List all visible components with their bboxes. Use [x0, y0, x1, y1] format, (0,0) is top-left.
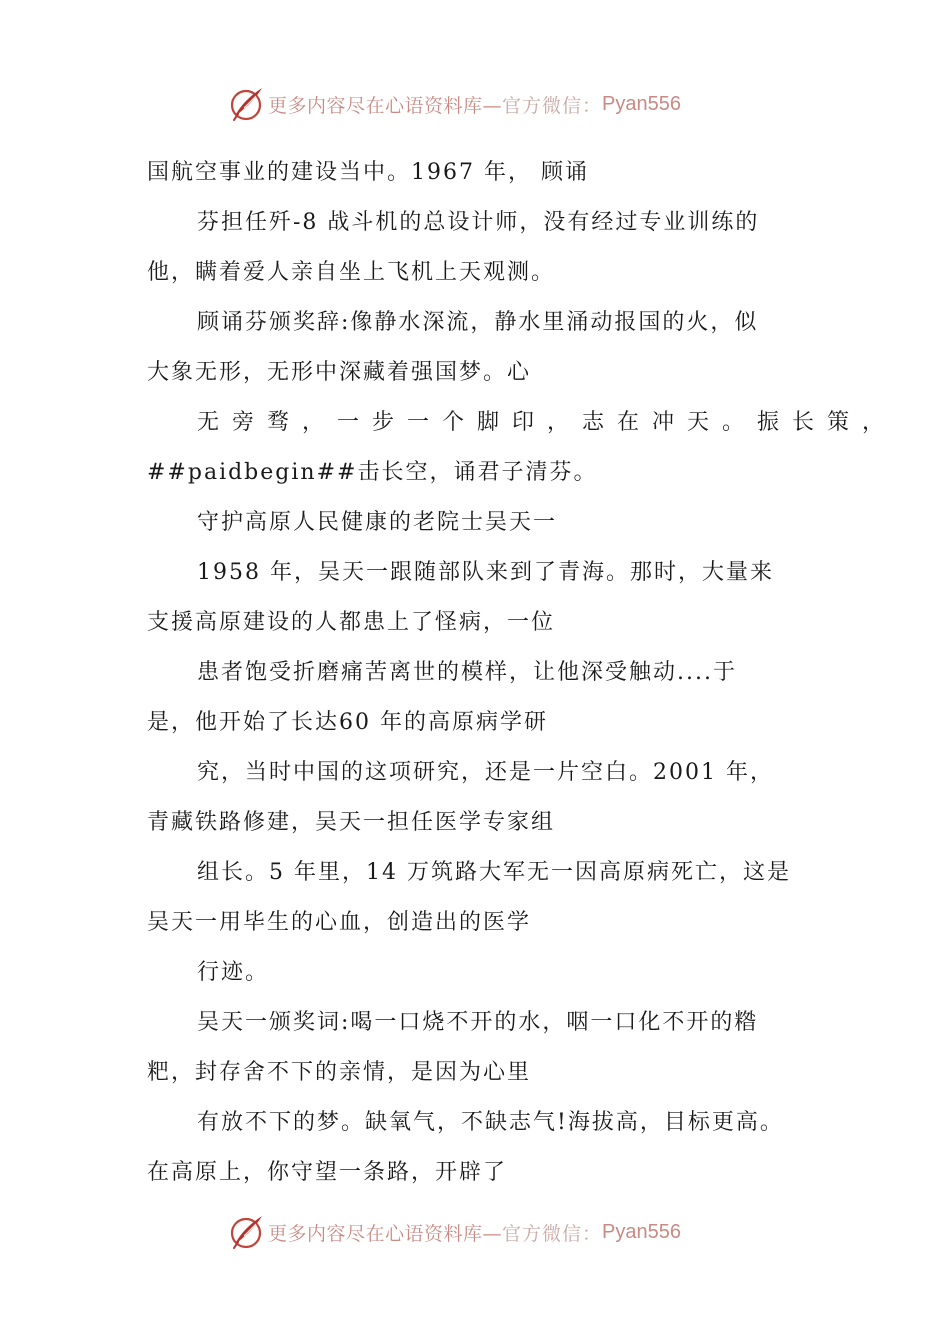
footer-banner: [0, 1212, 950, 1252]
text-line: 芬担任歼-8 战斗机的总设计师，没有经过专业训练的: [197, 210, 760, 235]
banner-wechat-id: Pyan556: [602, 1220, 681, 1243]
text-line: 吴天一颁奖词:喝一口烧不开的水，咽一口化不开的糌: [197, 1010, 759, 1035]
text-line: 粑，封存舍不下的亲情，是因为心里: [147, 1060, 532, 1085]
text-line: 有放不下的梦。缺氧气，不缺志气!海拔高，目标更高。: [197, 1110, 784, 1135]
text-line: ##paidbegin##击长空，诵君子清芬。: [147, 460, 598, 485]
banner-wechat-label: 官方微信：: [502, 94, 603, 117]
text-line: 行迹。: [197, 960, 270, 985]
text-line: 他，瞒着爱人亲自坐上飞机上天观测。: [147, 260, 556, 285]
text-line: 在高原上，你守望一条路，开辟了: [147, 1160, 508, 1185]
text-line: 患者饱受折磨痛苦离世的模样，让他深受触动....于: [197, 660, 737, 685]
text-line: 青藏铁路修建，吴天一担任医学专家组: [147, 810, 556, 835]
banner-wechat-label: 官方微信：: [502, 1222, 603, 1245]
quill-logo-icon: [226, 1212, 266, 1252]
section-heading: 守护高原人民健康的老院士吴天一: [197, 510, 558, 535]
header-banner-content: [226, 84, 681, 124]
text-line: 吴天一用毕生的心血，创造出的医学: [147, 910, 532, 935]
text-line: 大象无形，无形中深藏着强国梦。心: [147, 360, 532, 385]
footer-banner-content: [226, 1212, 681, 1252]
header-banner: [0, 84, 950, 124]
quill-logo-icon: [226, 84, 266, 124]
text-line: 1958 年，吴天一跟随部队来到了青海。那时，大量来: [197, 560, 774, 585]
text-line: 无旁骛，一步一个脚印，志在冲天。振长策，: [197, 410, 898, 435]
text-line: 支援高原建设的人都患上了怪病，一位: [147, 610, 556, 635]
text-line: 究，当时中国的这项研究，还是一片空白。2001 年，: [197, 760, 774, 785]
banner-wechat-id: Pyan556: [602, 92, 681, 115]
text-line: 顾诵芬颁奖辞:像静水深流，静水里涌动报国的火，似: [197, 310, 759, 335]
text-line: 国航空事业的建设当中。1967 年， 顾诵: [147, 160, 589, 185]
text-line: 组长。5 年里，14 万筑路大军无一因高原病死亡，这是: [197, 860, 791, 885]
banner-slogan: 更多内容尽在心语资料库—: [268, 94, 503, 117]
banner-slogan: 更多内容尽在心语资料库—: [268, 1222, 503, 1245]
document-body: [147, 148, 898, 1198]
text-line: 是，他开始了长达60 年的高原病学研: [147, 710, 548, 735]
